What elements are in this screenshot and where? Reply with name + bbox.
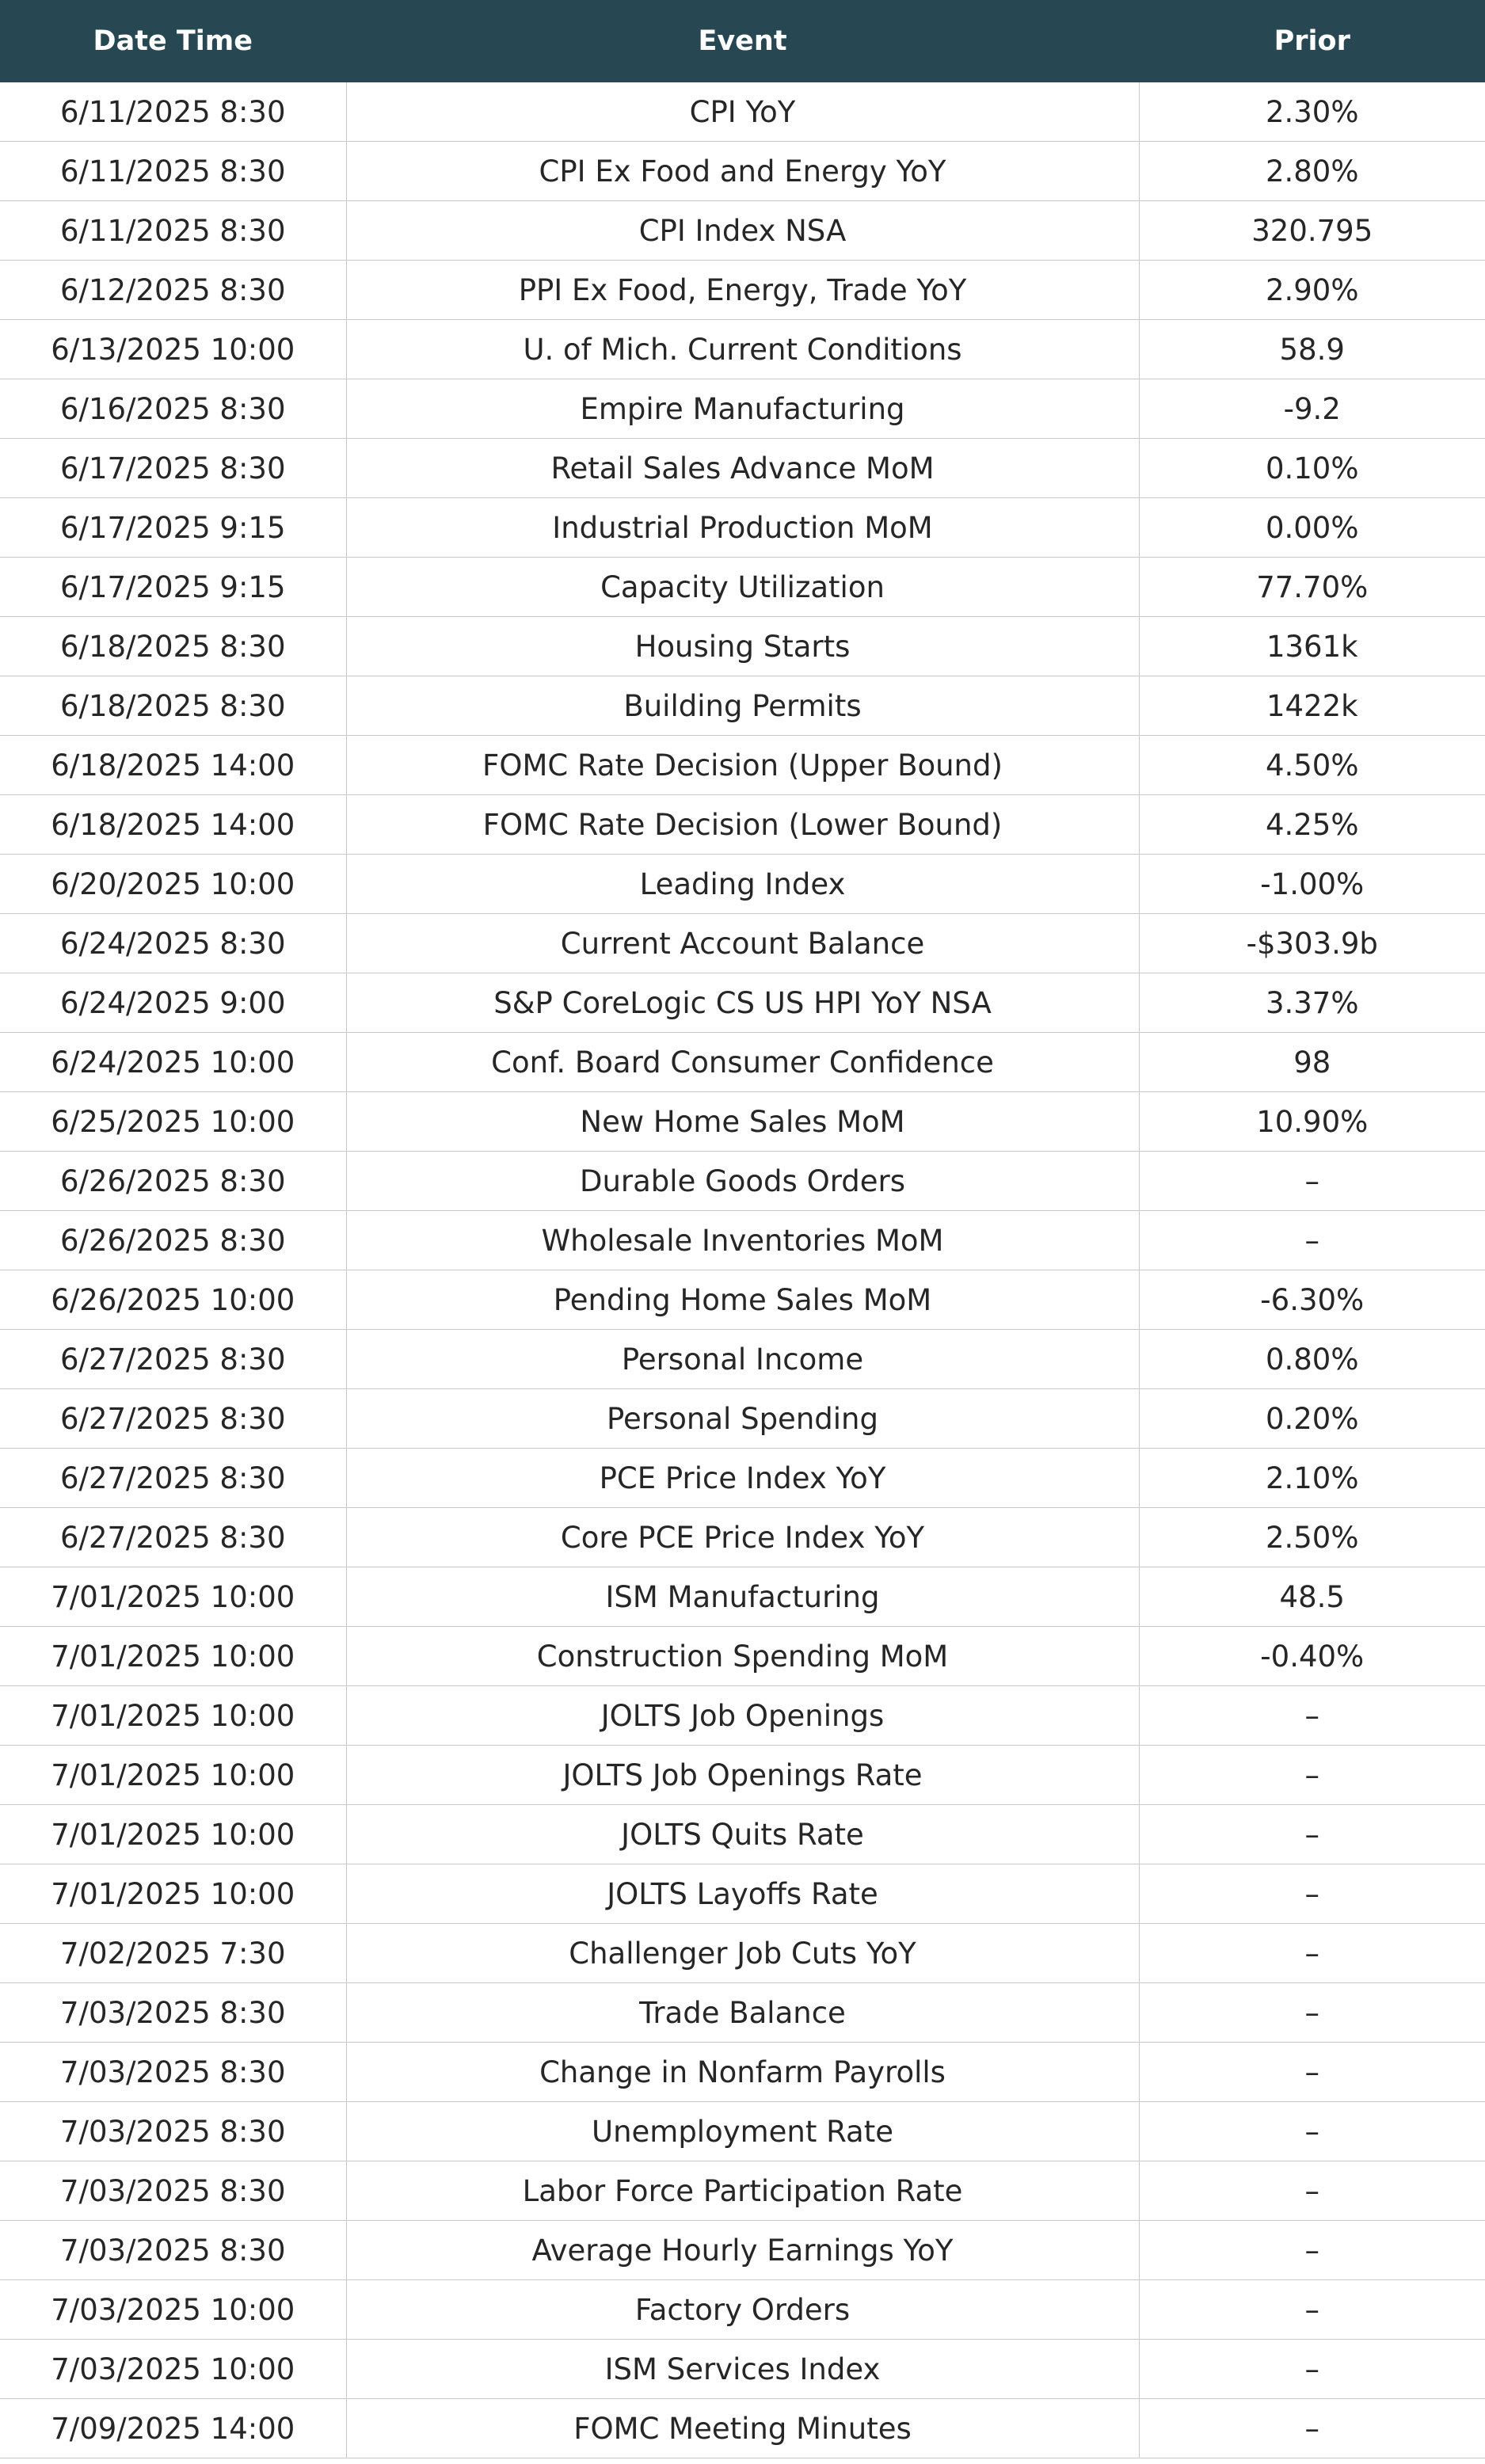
- cell-prior: –: [1139, 2340, 1485, 2399]
- table-row: [0, 617, 1485, 676]
- cell-event: FOMC Meeting Minutes: [346, 2399, 1139, 2458]
- cell-datetime: 7/01/2025 10:00: [0, 1864, 346, 1924]
- cell-datetime: 6/18/2025 14:00: [0, 795, 346, 855]
- cell-event: Pending Home Sales MoM: [346, 1270, 1139, 1330]
- cell-prior: –: [1139, 2043, 1485, 2102]
- table-row: [0, 2399, 1485, 2458]
- table-row: [0, 1805, 1485, 1864]
- cell-event: Core PCE Price Index YoY: [346, 1508, 1139, 1567]
- table-header: [0, 0, 1485, 82]
- table-row: [0, 2043, 1485, 2102]
- cell-prior: 2.80%: [1139, 142, 1485, 201]
- cell-datetime: 6/27/2025 8:30: [0, 1508, 346, 1567]
- cell-prior: –: [1139, 2221, 1485, 2280]
- cell-datetime: 6/18/2025 8:30: [0, 676, 346, 736]
- cell-prior: 4.50%: [1139, 736, 1485, 795]
- cell-prior: 77.70%: [1139, 558, 1485, 617]
- cell-event: FOMC Rate Decision (Lower Bound): [346, 795, 1139, 855]
- header-event: Event: [346, 0, 1139, 82]
- cell-prior: 320.795: [1139, 201, 1485, 261]
- cell-datetime: 6/11/2025 8:30: [0, 142, 346, 201]
- table-row: [0, 2340, 1485, 2399]
- cell-event: Capacity Utilization: [346, 558, 1139, 617]
- cell-prior: –: [1139, 1924, 1485, 1983]
- table-row: [0, 676, 1485, 736]
- cell-datetime: 6/11/2025 8:30: [0, 82, 346, 142]
- cell-datetime: 6/18/2025 14:00: [0, 736, 346, 795]
- cell-datetime: 7/01/2025 10:00: [0, 1746, 346, 1805]
- cell-prior: –: [1139, 1805, 1485, 1864]
- cell-event: Leading Index: [346, 855, 1139, 914]
- cell-prior: 2.30%: [1139, 82, 1485, 142]
- cell-prior: 2.90%: [1139, 261, 1485, 320]
- cell-event: Personal Spending: [346, 1389, 1139, 1449]
- cell-datetime: 7/03/2025 10:00: [0, 2280, 346, 2340]
- table-row: [0, 1924, 1485, 1983]
- header-datetime: Date Time: [0, 0, 346, 82]
- cell-datetime: 7/09/2025 14:00: [0, 2399, 346, 2458]
- table-row: [0, 82, 1485, 142]
- cell-prior: 0.00%: [1139, 498, 1485, 558]
- cell-datetime: 7/01/2025 10:00: [0, 1567, 346, 1627]
- cell-event: CPI Ex Food and Energy YoY: [346, 142, 1139, 201]
- cell-prior: –: [1139, 2102, 1485, 2161]
- table-row: [0, 1567, 1485, 1627]
- cell-event: JOLTS Job Openings Rate: [346, 1746, 1139, 1805]
- cell-prior: -0.40%: [1139, 1627, 1485, 1686]
- table-row: [0, 1508, 1485, 1567]
- cell-prior: 10.90%: [1139, 1092, 1485, 1152]
- cell-prior: 3.37%: [1139, 973, 1485, 1033]
- table-row: [0, 1033, 1485, 1092]
- cell-event: CPI YoY: [346, 82, 1139, 142]
- cell-datetime: 7/01/2025 10:00: [0, 1627, 346, 1686]
- cell-event: Factory Orders: [346, 2280, 1139, 2340]
- cell-prior: 0.80%: [1139, 1330, 1485, 1389]
- cell-event: Building Permits: [346, 676, 1139, 736]
- table-row: [0, 855, 1485, 914]
- cell-prior: –: [1139, 2399, 1485, 2458]
- cell-event: Current Account Balance: [346, 914, 1139, 973]
- cell-datetime: 7/03/2025 8:30: [0, 2161, 346, 2221]
- cell-datetime: 7/01/2025 10:00: [0, 1686, 346, 1746]
- cell-event: JOLTS Job Openings: [346, 1686, 1139, 1746]
- cell-prior: –: [1139, 1686, 1485, 1746]
- cell-datetime: 6/16/2025 8:30: [0, 379, 346, 439]
- table-row: [0, 142, 1485, 201]
- cell-prior: 48.5: [1139, 1567, 1485, 1627]
- cell-datetime: 6/11/2025 8:30: [0, 201, 346, 261]
- cell-prior: –: [1139, 1152, 1485, 1211]
- cell-prior: 2.10%: [1139, 1449, 1485, 1508]
- cell-datetime: 7/01/2025 10:00: [0, 1805, 346, 1864]
- table-row: [0, 1983, 1485, 2043]
- table-row: [0, 1270, 1485, 1330]
- cell-prior: 1422k: [1139, 676, 1485, 736]
- cell-event: JOLTS Layoffs Rate: [346, 1864, 1139, 1924]
- cell-prior: –: [1139, 2161, 1485, 2221]
- cell-datetime: 6/17/2025 9:15: [0, 558, 346, 617]
- table-body: [0, 82, 1485, 2458]
- cell-event: Empire Manufacturing: [346, 379, 1139, 439]
- cell-datetime: 6/24/2025 8:30: [0, 914, 346, 973]
- cell-datetime: 6/20/2025 10:00: [0, 855, 346, 914]
- cell-event: CPI Index NSA: [346, 201, 1139, 261]
- cell-datetime: 6/17/2025 8:30: [0, 439, 346, 498]
- table-row: [0, 1449, 1485, 1508]
- cell-event: PPI Ex Food, Energy, Trade YoY: [346, 261, 1139, 320]
- cell-datetime: 7/03/2025 8:30: [0, 2102, 346, 2161]
- cell-event: Challenger Job Cuts YoY: [346, 1924, 1139, 1983]
- cell-event: Retail Sales Advance MoM: [346, 439, 1139, 498]
- table-row: [0, 2102, 1485, 2161]
- cell-event: PCE Price Index YoY: [346, 1449, 1139, 1508]
- cell-prior: -1.00%: [1139, 855, 1485, 914]
- cell-prior: 2.50%: [1139, 1508, 1485, 1567]
- table-row: [0, 439, 1485, 498]
- cell-datetime: 7/02/2025 7:30: [0, 1924, 346, 1983]
- cell-event: ISM Manufacturing: [346, 1567, 1139, 1627]
- cell-datetime: 6/26/2025 10:00: [0, 1270, 346, 1330]
- table-row: [0, 1211, 1485, 1270]
- cell-event: Average Hourly Earnings YoY: [346, 2221, 1139, 2280]
- table-row: [0, 1746, 1485, 1805]
- cell-prior: –: [1139, 1746, 1485, 1805]
- cell-event: FOMC Rate Decision (Upper Bound): [346, 736, 1139, 795]
- cell-event: JOLTS Quits Rate: [346, 1805, 1139, 1864]
- cell-datetime: 6/27/2025 8:30: [0, 1330, 346, 1389]
- cell-event: Wholesale Inventories MoM: [346, 1211, 1139, 1270]
- cell-prior: –: [1139, 1211, 1485, 1270]
- cell-event: S&P CoreLogic CS US HPI YoY NSA: [346, 973, 1139, 1033]
- cell-datetime: 6/27/2025 8:30: [0, 1449, 346, 1508]
- cell-prior: 1361k: [1139, 617, 1485, 676]
- cell-event: Unemployment Rate: [346, 2102, 1139, 2161]
- table-row: [0, 2161, 1485, 2221]
- cell-datetime: 6/24/2025 9:00: [0, 973, 346, 1033]
- cell-datetime: 6/13/2025 10:00: [0, 320, 346, 379]
- cell-event: Change in Nonfarm Payrolls: [346, 2043, 1139, 2102]
- cell-event: New Home Sales MoM: [346, 1092, 1139, 1152]
- table-row: [0, 1864, 1485, 1924]
- table-row: [0, 1389, 1485, 1449]
- cell-datetime: 7/03/2025 8:30: [0, 2221, 346, 2280]
- table-row: [0, 973, 1485, 1033]
- cell-event: Labor Force Participation Rate: [346, 2161, 1139, 2221]
- cell-datetime: 6/18/2025 8:30: [0, 617, 346, 676]
- cell-event: Personal Income: [346, 1330, 1139, 1389]
- cell-prior: 4.25%: [1139, 795, 1485, 855]
- table-row: [0, 558, 1485, 617]
- header-row: [0, 0, 1485, 82]
- cell-datetime: 7/03/2025 10:00: [0, 2340, 346, 2399]
- cell-datetime: 6/12/2025 8:30: [0, 261, 346, 320]
- cell-prior: -9.2: [1139, 379, 1485, 439]
- table-row: [0, 2221, 1485, 2280]
- table-row: [0, 914, 1485, 973]
- table-row: [0, 2280, 1485, 2340]
- cell-event: U. of Mich. Current Conditions: [346, 320, 1139, 379]
- table-row: [0, 201, 1485, 261]
- table-row: [0, 261, 1485, 320]
- cell-prior: 98: [1139, 1033, 1485, 1092]
- cell-prior: 58.9: [1139, 320, 1485, 379]
- table-row: [0, 1092, 1485, 1152]
- cell-datetime: 6/26/2025 8:30: [0, 1152, 346, 1211]
- cell-datetime: 6/27/2025 8:30: [0, 1389, 346, 1449]
- table-row: [0, 1686, 1485, 1746]
- cell-event: Trade Balance: [346, 1983, 1139, 2043]
- cell-prior: -6.30%: [1139, 1270, 1485, 1330]
- cell-datetime: 7/03/2025 8:30: [0, 1983, 346, 2043]
- table-row: [0, 1627, 1485, 1686]
- cell-event: Housing Starts: [346, 617, 1139, 676]
- cell-event: Industrial Production MoM: [346, 498, 1139, 558]
- cell-prior: 0.20%: [1139, 1389, 1485, 1449]
- cell-prior: –: [1139, 2280, 1485, 2340]
- cell-datetime: 6/25/2025 10:00: [0, 1092, 346, 1152]
- table-row: [0, 795, 1485, 855]
- cell-datetime: 7/03/2025 8:30: [0, 2043, 346, 2102]
- cell-event: ISM Services Index: [346, 2340, 1139, 2399]
- header-prior: Prior: [1139, 0, 1485, 82]
- table-row: [0, 379, 1485, 439]
- cell-event: Conf. Board Consumer Confidence: [346, 1033, 1139, 1092]
- cell-datetime: 6/17/2025 9:15: [0, 498, 346, 558]
- table-row: [0, 320, 1485, 379]
- table-row: [0, 498, 1485, 558]
- table-row: [0, 1330, 1485, 1389]
- cell-prior: –: [1139, 1983, 1485, 2043]
- cell-prior: -$303.9b: [1139, 914, 1485, 973]
- table-row: [0, 1152, 1485, 1211]
- cell-datetime: 6/26/2025 8:30: [0, 1211, 346, 1270]
- cell-prior: –: [1139, 1864, 1485, 1924]
- cell-event: Construction Spending MoM: [346, 1627, 1139, 1686]
- cell-event: Durable Goods Orders: [346, 1152, 1139, 1211]
- cell-prior: 0.10%: [1139, 439, 1485, 498]
- table-row: [0, 736, 1485, 795]
- cell-datetime: 6/24/2025 10:00: [0, 1033, 346, 1092]
